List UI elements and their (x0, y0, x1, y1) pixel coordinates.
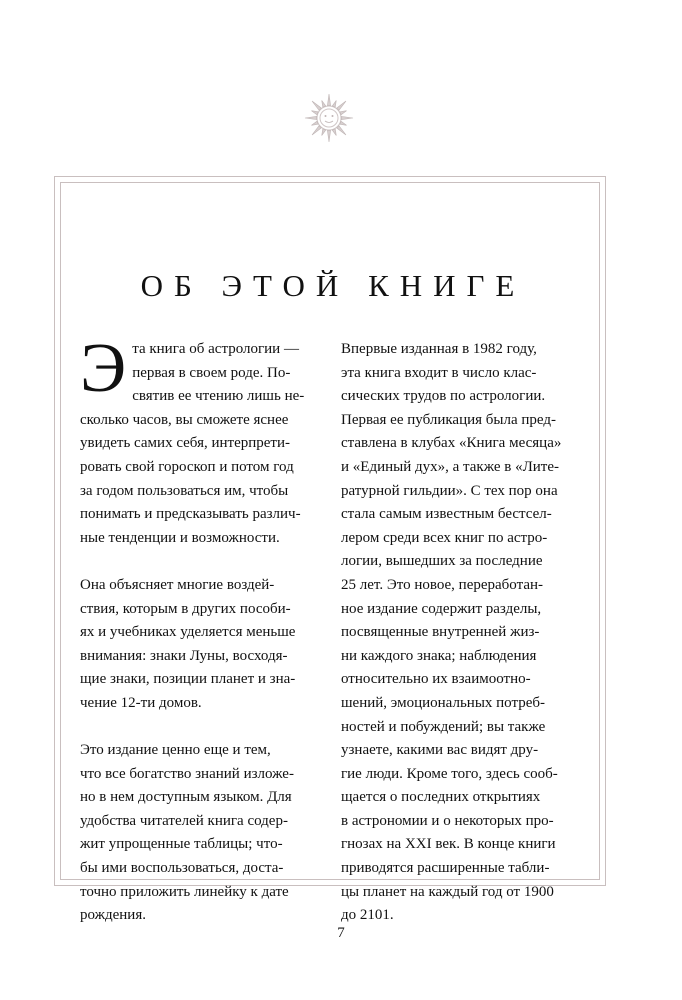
text-line: понимать и предсказывать различ- (80, 506, 301, 523)
page-number: 7 (337, 925, 345, 941)
left-paragraph-1 (80, 330, 320, 550)
text-line: до 2101. (341, 907, 394, 924)
text-line: Она объясняет многие воздей- (80, 576, 275, 593)
text-line: и «Единый дух», а также в «Лите- (341, 458, 560, 475)
sun-ray (340, 121, 347, 125)
text-line: внимания: знаки Луны, восходя- (80, 647, 288, 664)
text-line: что все богатство знаний изложе- (80, 765, 294, 782)
text-line: Впервые изданная в 1982 году, (341, 341, 537, 357)
text-line: чение 12-ти домов. (80, 694, 202, 711)
text-line: удобства читателей книга содер- (80, 812, 288, 829)
sun-ray (322, 129, 326, 136)
sun-ray (305, 116, 317, 119)
text-line: ях и учебниках уделяется меньше (80, 624, 296, 641)
text-line: первая в своем роде. По- (132, 364, 291, 381)
text-line: точно приложить линейку к дате (80, 883, 289, 900)
text-line: ные тенденции и возможности. (80, 529, 280, 546)
sun-ray (337, 101, 346, 110)
text-line: ное издание содержит разделы, (341, 600, 542, 617)
sun-ray (311, 111, 318, 115)
text-line: сических трудов по астрологии. (341, 388, 546, 405)
sun-ray (327, 130, 330, 142)
text-line: Это издание ценно еще и тем, (80, 742, 271, 759)
text-line: ствия, которым в других пособи- (80, 600, 291, 617)
text-line: гие люди. Кроме того, здесь сооб- (341, 765, 558, 782)
text-line: гнозах на XXI век. В конце книги (341, 836, 556, 853)
text-line: относительно их взаимоотно- (341, 671, 531, 688)
sun-ray (337, 126, 346, 135)
sun-ray (311, 121, 318, 125)
sun-ray (327, 94, 330, 106)
text-line: 25 лет. Это новое, переработан- (341, 576, 544, 593)
sun-ray (341, 116, 353, 119)
text-line: цы планет на каждый год от 1900 (341, 883, 554, 900)
text-line: эта книга входит в число клас- (341, 364, 537, 381)
left-paragraph-2 (80, 574, 320, 716)
sun-ray (312, 101, 321, 110)
drop-cap: Э (80, 330, 127, 407)
page-title: ОБ ЭТОЙ КНИГЕ (140, 268, 526, 303)
left-column (80, 330, 320, 951)
text-line: в астрономии и о некоторых про- (341, 812, 554, 829)
text-line: узнаете, какими вас видят дру- (341, 742, 539, 759)
text-line: лером среди всех книг по астро- (341, 529, 548, 546)
text-line: жит упрощенные таблицы; что- (80, 836, 283, 853)
text-line: сколько часов, вы сможете яснее (80, 411, 289, 428)
sun-ray (332, 100, 336, 107)
right-column (341, 338, 581, 951)
sun-ray (340, 111, 347, 115)
text-line: щается о последних открытиях (341, 789, 541, 806)
text-line: стала самым известным бестсел- (341, 506, 552, 523)
text-line: щие знаки, позиции планет и зна- (80, 671, 296, 688)
text-line: Первая ее публикация была пред- (341, 411, 556, 428)
text-line: приводятся расширенные табли- (341, 860, 550, 877)
text-line: увидеть самих себя, интерпрети- (80, 435, 290, 452)
left-paragraph-3 (80, 739, 320, 928)
text-line: святив ее чтению лишь не- (132, 388, 305, 405)
text-line: шений, эмоциональных потреб- (341, 694, 545, 711)
sun-ray (312, 126, 321, 135)
text-line: ровать свой гороскоп и потом год (80, 458, 294, 475)
text-line: за годом пользоваться им, чтобы (80, 482, 289, 499)
sun-ray (322, 100, 326, 107)
sun-face-icon (303, 92, 355, 144)
text-line: ставлена в клубах «Книга месяца» (341, 435, 562, 452)
text-line: ни каждого знака; наблюдения (341, 647, 537, 664)
text-line: ностей и побуждений; вы также (341, 718, 546, 735)
text-line: посвященные внутренней жиз- (341, 624, 540, 641)
text-line: но в нем доступным языком. Для (80, 789, 292, 806)
text-line: логии, вышедших за последние (341, 553, 543, 570)
text-line: та книга об астрологии — (132, 341, 299, 357)
text-line: бы ими воспользоваться, доста- (80, 860, 284, 877)
sun-ray (332, 129, 336, 136)
text-line: рождения. (80, 907, 146, 924)
text-line: ратурной гильдии». С тех пор она (341, 482, 558, 499)
right-paragraph-1 (341, 338, 581, 928)
